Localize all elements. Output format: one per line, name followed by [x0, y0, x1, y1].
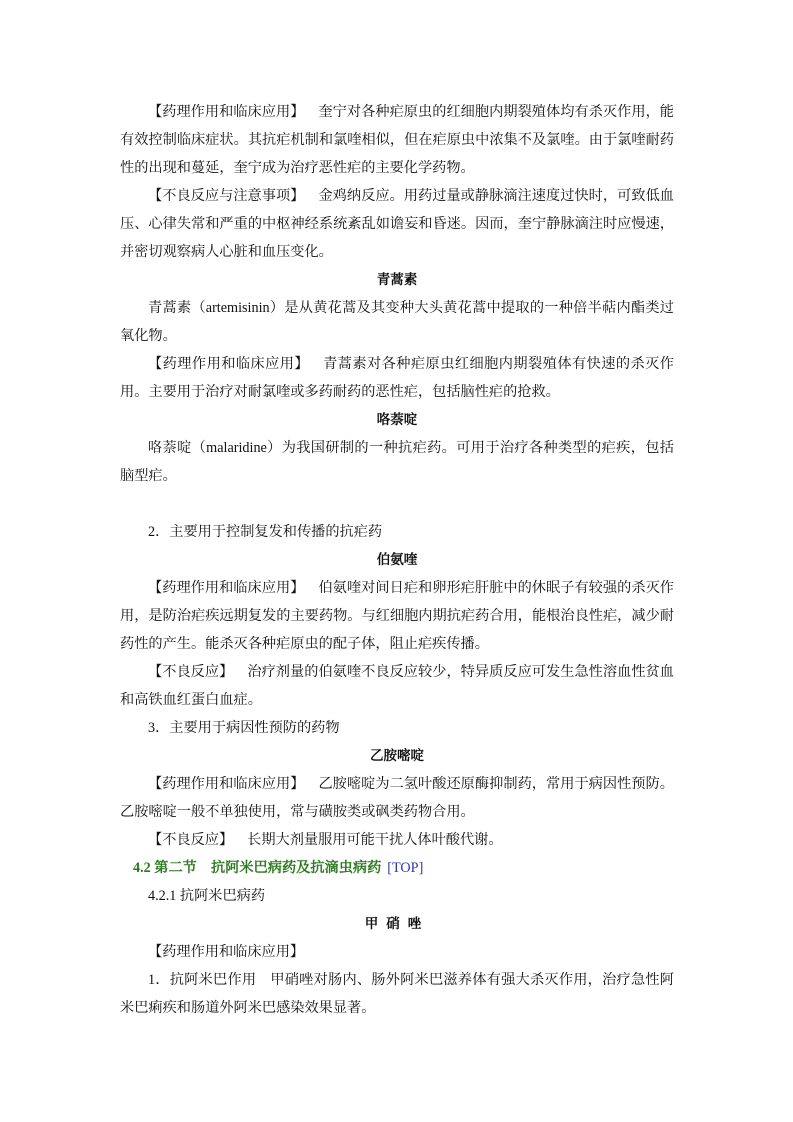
pyrimethamine-heading: 乙胺嘧啶: [370, 748, 424, 764]
label: 【药理作用和临床应用】: [148, 580, 305, 596]
pyrimethamine-pharmacology: [120, 770, 674, 826]
subsection-2: 2．主要用于控制复发和传播的抗疟药: [148, 524, 383, 540]
primaquine-pharmacology: [120, 574, 674, 658]
label: 【不良反应】: [148, 664, 234, 680]
text: 治疗剂量的伯氨喹不良反应较少，特异质反应可发生急性溶血性贫血和高铁血红蛋白血症。: [120, 664, 674, 708]
label: 【不良反应与注意事项】: [148, 188, 305, 204]
section-title: 4.2 第二节 抗阿米巴病药及抗滴虫病药: [133, 860, 382, 876]
text: 伯氨喹对间日疟和卵形疟肝脏中的休眠子有较强的杀灭作用，是防治疟疾远期复发的主要药物。与红细胞内期抗疟药合用，能根治良性疟，减少耐药性的产生。能杀灭各种疟原虫的配子体，阻止疟疾传播。: [120, 580, 674, 652]
spacer: [120, 490, 674, 518]
artemisinin-heading: 青蒿素: [376, 272, 418, 288]
label: 【药理作用和临床应用】: [148, 776, 305, 792]
label: 【药理作用和临床应用】: [148, 104, 305, 120]
artemisinin-pharmacology: [120, 350, 674, 406]
text: 甲硝唑对肠内、肠外阿米巴滋养体有强大杀灭作用，治疗急性阿米巴痢疾和肠道外阿米巴感染效果显著。: [120, 972, 674, 1016]
quinine-adverse: [120, 182, 674, 266]
text: 奎宁对各种疟原虫的红细胞内期裂殖体均有杀灭作用，能有效控制临床症状。其抗疟机制和氯喹相似，但在疟原虫中浓集不及氯喹。由于氯喹耐药性的出现和蔓延，奎宁成为治疗恶性疟的主要化学药物。: [120, 104, 674, 176]
text: 青蒿素对各种疟原虫红细胞内期裂殖体有快速的杀灭作用。主要用于治疗对耐氯喹或多药耐药的恶性疟，包括脑性疟的抢救。: [120, 356, 674, 400]
metronidazole-heading: 甲硝唑: [364, 916, 430, 932]
primaquine-adverse: [120, 658, 674, 714]
primaquine-heading: 伯氨喹: [376, 552, 418, 568]
metronidazole-item-1: [120, 966, 674, 1022]
text: 金鸡纳反应。用药过量或静脉滴注速度过快时，可致低血压、心律失常和严重的中枢神经系统紊乱如谵妄和昏迷。因而，奎宁静脉滴注时应慢速，并密切观察病人心脏和血压变化。: [120, 188, 674, 260]
malaridine-intro: 咯萘啶（malaridine）为我国研制的一种抗疟药。可用于治疗各种类型的疟疾，包括脑型疟。: [120, 440, 674, 484]
label: 1．抗阿米巴作用: [148, 972, 257, 988]
quinine-pharmacology: [120, 98, 674, 182]
text: 乙胺嘧啶为二氢叶酸还原酶抑制药，常用于病因性预防。乙胺嘧啶一般不单独使用，常与磺胺类或砜类药物合用。: [120, 776, 674, 820]
metronidazole-pharm-label: 【药理作用和临床应用】: [148, 944, 305, 960]
subsection-4-2-1: 4.2.1 抗阿米巴病药: [148, 888, 266, 904]
subsection-3: 3．主要用于病因性预防的药物: [148, 720, 340, 736]
document-page: [120, 98, 674, 1022]
malaridine-heading: 咯萘啶: [376, 412, 418, 428]
section-heading: [120, 854, 674, 882]
artemisinin-intro: 青蒿素（artemisinin）是从黄花蒿及其变种大头黄花蒿中提取的一种倍半萜内酯类过氧化物。: [120, 300, 674, 344]
label: 【药理作用和临床应用】: [148, 356, 310, 372]
pyrimethamine-adverse: [120, 826, 674, 854]
top-link[interactable]: [TOP]: [387, 860, 424, 876]
text: 长期大剂量服用可能干扰人体叶酸代谢。: [247, 832, 503, 848]
label: 【不良反应】: [148, 832, 234, 848]
